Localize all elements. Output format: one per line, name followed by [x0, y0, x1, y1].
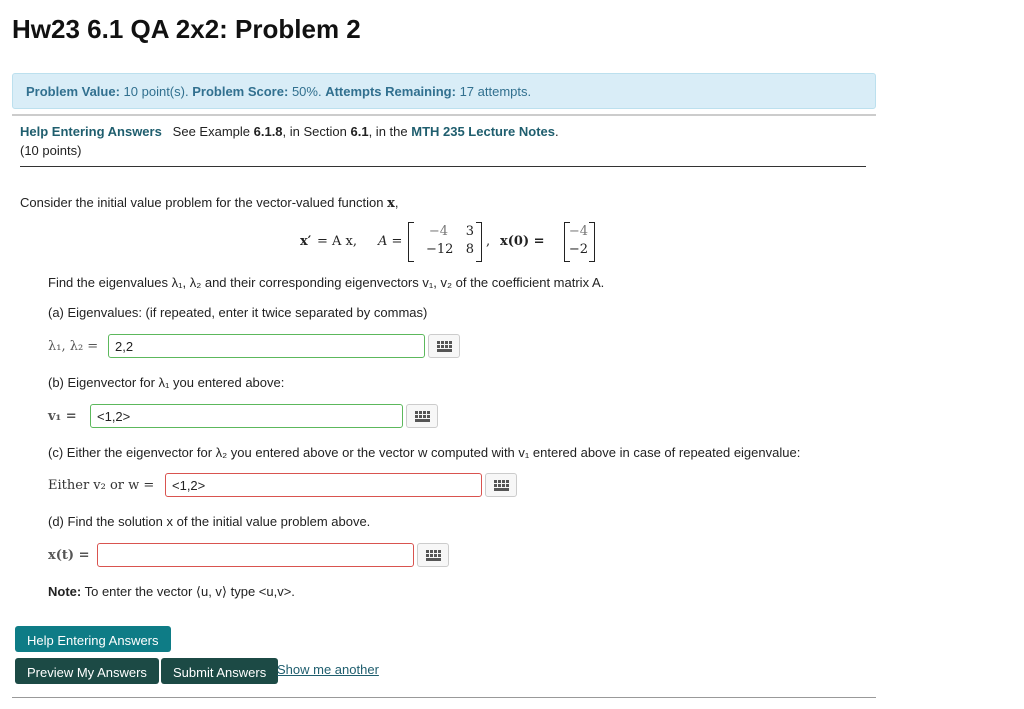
in-the-text: , in the [368, 124, 408, 139]
right-bracket [476, 222, 482, 262]
points-text: (10 points) [20, 143, 82, 158]
matrix-a-cell: 8 [465, 242, 474, 257]
keyboard-icon [494, 480, 510, 492]
intro-comma: , [394, 195, 399, 210]
note [48, 584, 295, 600]
equation-comma: , [486, 234, 491, 249]
matrix-a-cell: −4 [428, 224, 448, 239]
attempts-remaining-label: Attempts Remaining: [325, 84, 456, 99]
eigenvalues-label: λ₁, λ₂ = [48, 339, 99, 354]
keyboard-icon [426, 550, 442, 562]
eigenvector-1-label: v₁ = [48, 409, 77, 424]
problem-value: 10 point(s). [123, 84, 189, 99]
matrix-a [408, 222, 484, 260]
problem-intro [20, 195, 399, 211]
part-b-text: (b) Eigenvector for λ₁ you entered above: [48, 375, 285, 390]
matrix-a-label: A = [378, 234, 403, 249]
initial-condition-label: x(0) = [500, 234, 545, 249]
solution-input[interactable] [97, 543, 414, 567]
eigenvalues-input[interactable] [108, 334, 425, 358]
keyboard-icon [437, 341, 453, 353]
lecture-notes-link[interactable]: MTH 235 Lecture Notes [411, 124, 555, 139]
math-keyboard-button[interactable] [417, 543, 449, 567]
part-d-text: (d) Find the solution x of the initial value problem above. [48, 514, 371, 529]
part-a-text: (a) Eigenvalues: (if repeated, enter it twice separated by commas) [48, 305, 428, 320]
divider [12, 697, 876, 698]
eigenvector-2-label: Either v₂ or w = [48, 478, 155, 493]
problem-body [12, 167, 876, 607]
right-bracket [589, 222, 595, 262]
submit-answers-button[interactable]: Submit Answers [161, 658, 278, 684]
initial-vector [564, 222, 596, 260]
math-keyboard-button[interactable] [428, 334, 460, 358]
part-c-text: (c) Either the eigenvector for λ₂ you entered above or the vector w computed with v₁ entered above in case of repeated eigenvalue: [48, 445, 801, 460]
eigenvector-1-input[interactable] [90, 404, 403, 428]
period-text: . [555, 124, 559, 139]
show-me-another-link[interactable]: Show me another [277, 662, 379, 677]
math-keyboard-button[interactable] [485, 473, 517, 497]
preview-answers-button[interactable]: Preview My Answers [15, 658, 159, 684]
math-keyboard-button[interactable] [406, 404, 438, 428]
equation-lhs: x′ [300, 234, 312, 249]
divider [12, 114, 876, 116]
find-eigen-text: Find the eigenvalues λ₁, λ₂ and their corresponding eigenvectors v₁, v₂ of the coefficient matrix A. [48, 275, 605, 290]
page-title: Hw23 6.1 QA 2x2: Problem 2 [12, 14, 361, 44]
problem-value-label: Problem Value: [26, 84, 120, 99]
section-number: 6.1 [350, 124, 369, 139]
intro-text: Consider the initial value problem for the vector-valued function [20, 195, 384, 210]
matrix-a-cell: −12 [426, 242, 454, 257]
see-example-text: See Example [172, 124, 250, 139]
note-label: Note: [48, 584, 82, 599]
note-text: To enter the vector ⟨u, v⟩ type <u,v>. [84, 584, 295, 599]
equation-rhs: = A x, [317, 234, 358, 249]
keyboard-icon [415, 411, 431, 423]
intro-variable: x [387, 196, 395, 211]
help-line [20, 124, 559, 139]
matrix-a-cell: 3 [465, 224, 474, 239]
in-section-text: , in Section [282, 124, 347, 139]
left-bracket [408, 222, 414, 262]
eigenvector-2-input[interactable] [165, 473, 482, 497]
initial-vector-cell: −2 [568, 242, 588, 257]
solution-label: x(t) = [48, 548, 90, 563]
example-number: 6.1.8 [253, 124, 283, 139]
attempts-remaining: 17 attempts. [459, 84, 532, 99]
initial-vector-cell: −4 [568, 224, 588, 239]
problem-score-label: Problem Score: [192, 84, 289, 99]
problem-score: 50%. [291, 84, 322, 99]
problem-info-banner [12, 73, 876, 109]
help-entering-answers-link[interactable]: Help Entering Answers [20, 124, 162, 139]
help-entering-answers-button[interactable]: Help Entering Answers [15, 626, 171, 652]
